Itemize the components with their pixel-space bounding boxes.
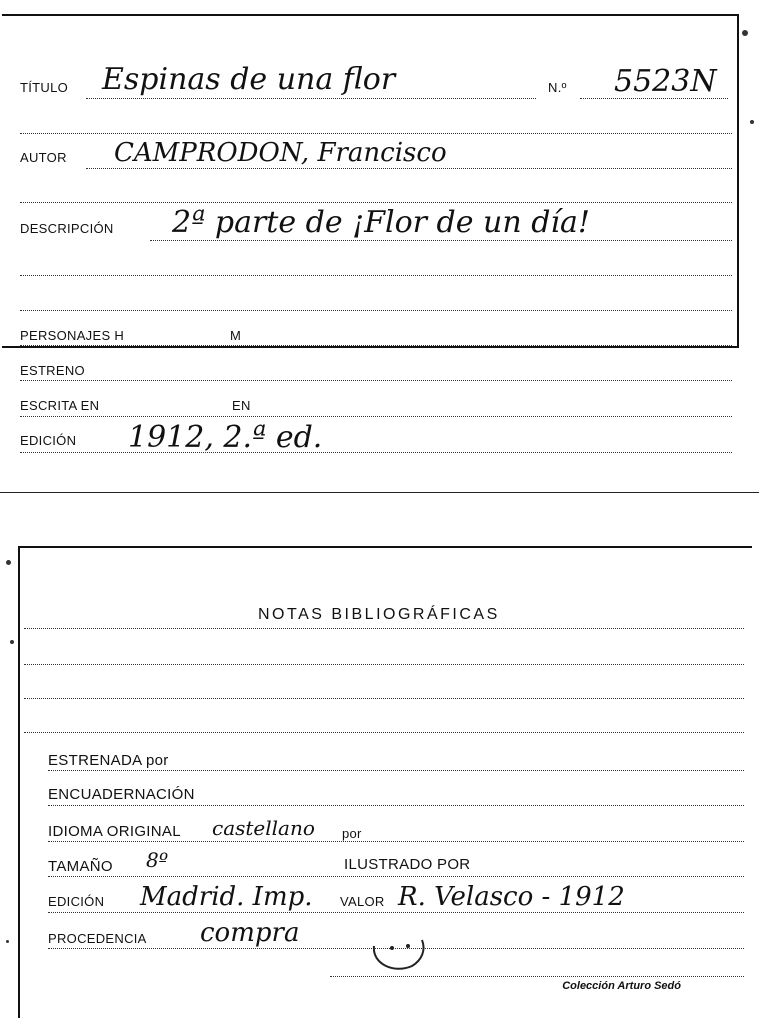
notas-line-1 (24, 628, 744, 629)
idioma-label: IDIOMA ORIGINAL (48, 823, 181, 840)
idioma-value: castellano (212, 816, 315, 840)
titulo-line (86, 98, 536, 99)
edicion-label: EDICIÓN (20, 433, 77, 448)
scan-speck (6, 940, 9, 943)
encuadernacion-line (48, 805, 744, 806)
notas-line-2 (24, 664, 744, 665)
collection-footer: Colección Arturo Sedó (562, 980, 681, 992)
numero-label: N.º (548, 80, 567, 95)
escrita-en-label: EN (232, 398, 251, 413)
autor-value: CAMPRODON, Francisco (114, 138, 447, 168)
titulo-value: Espinas de una flor (102, 62, 396, 97)
personajes-m-label: M (230, 328, 242, 343)
tamano-label: TAMAÑO (48, 858, 113, 875)
descripcion-label: DESCRIPCIÓN (20, 221, 114, 236)
scan-speck (6, 560, 11, 565)
idioma-por-label: por (342, 826, 362, 841)
ilustrado-label: ILUSTRADO POR (344, 856, 471, 873)
autor-line (86, 168, 732, 169)
estrenada-line (48, 770, 744, 771)
personajes-label: PERSONAJES H (20, 328, 125, 343)
personajes-line (20, 345, 732, 346)
stamp-mark (364, 926, 434, 976)
procedencia-value: compra (200, 918, 300, 948)
descripcion-value: 2ª parte de ¡Flor de un día! (172, 205, 590, 240)
notas-line-3 (24, 698, 744, 699)
edicion2-line (48, 912, 744, 913)
procedencia-label: PROCEDENCIA (48, 931, 147, 946)
notas-title: NOTAS BIBLIOGRÁFICAS (258, 606, 500, 623)
scan-speck (10, 640, 14, 644)
tamano-value: 8º (146, 848, 169, 872)
card-separator (0, 492, 759, 493)
autor-label: AUTOR (20, 150, 67, 165)
numero-value: 5523N (614, 64, 717, 99)
valor-label: VALOR (340, 894, 385, 909)
autor-extra-line (20, 202, 732, 203)
scan-speck (750, 120, 754, 124)
estreno-label: ESTRENO (20, 363, 85, 378)
edicion-line (20, 452, 732, 453)
edicion2-label: EDICIÓN (48, 894, 105, 909)
edicion-value: 1912, 2.ª ed. (128, 420, 323, 455)
idioma-line (48, 841, 744, 842)
final-line (330, 976, 744, 977)
estreno-line (20, 380, 732, 381)
escrita-line (20, 416, 732, 417)
descripcion-extra-line-2 (20, 310, 732, 311)
scan-speck (742, 30, 748, 36)
edicion2-value: Madrid. Imp. (140, 882, 313, 912)
tamano-line (48, 876, 744, 877)
titulo-label: TÍTULO (20, 80, 69, 95)
notas-line-4 (24, 732, 744, 733)
escrita-label: ESCRITA EN (20, 398, 100, 413)
valor-value: R. Velasco - 1912 (398, 882, 625, 912)
descripcion-extra-line-1 (20, 275, 732, 276)
titulo-extra-line (20, 133, 732, 134)
descripcion-line (150, 240, 732, 241)
encuadernacion-label: ENCUADERNACIÓN (48, 786, 195, 803)
estrenada-label: ESTRENADA por (48, 752, 169, 769)
